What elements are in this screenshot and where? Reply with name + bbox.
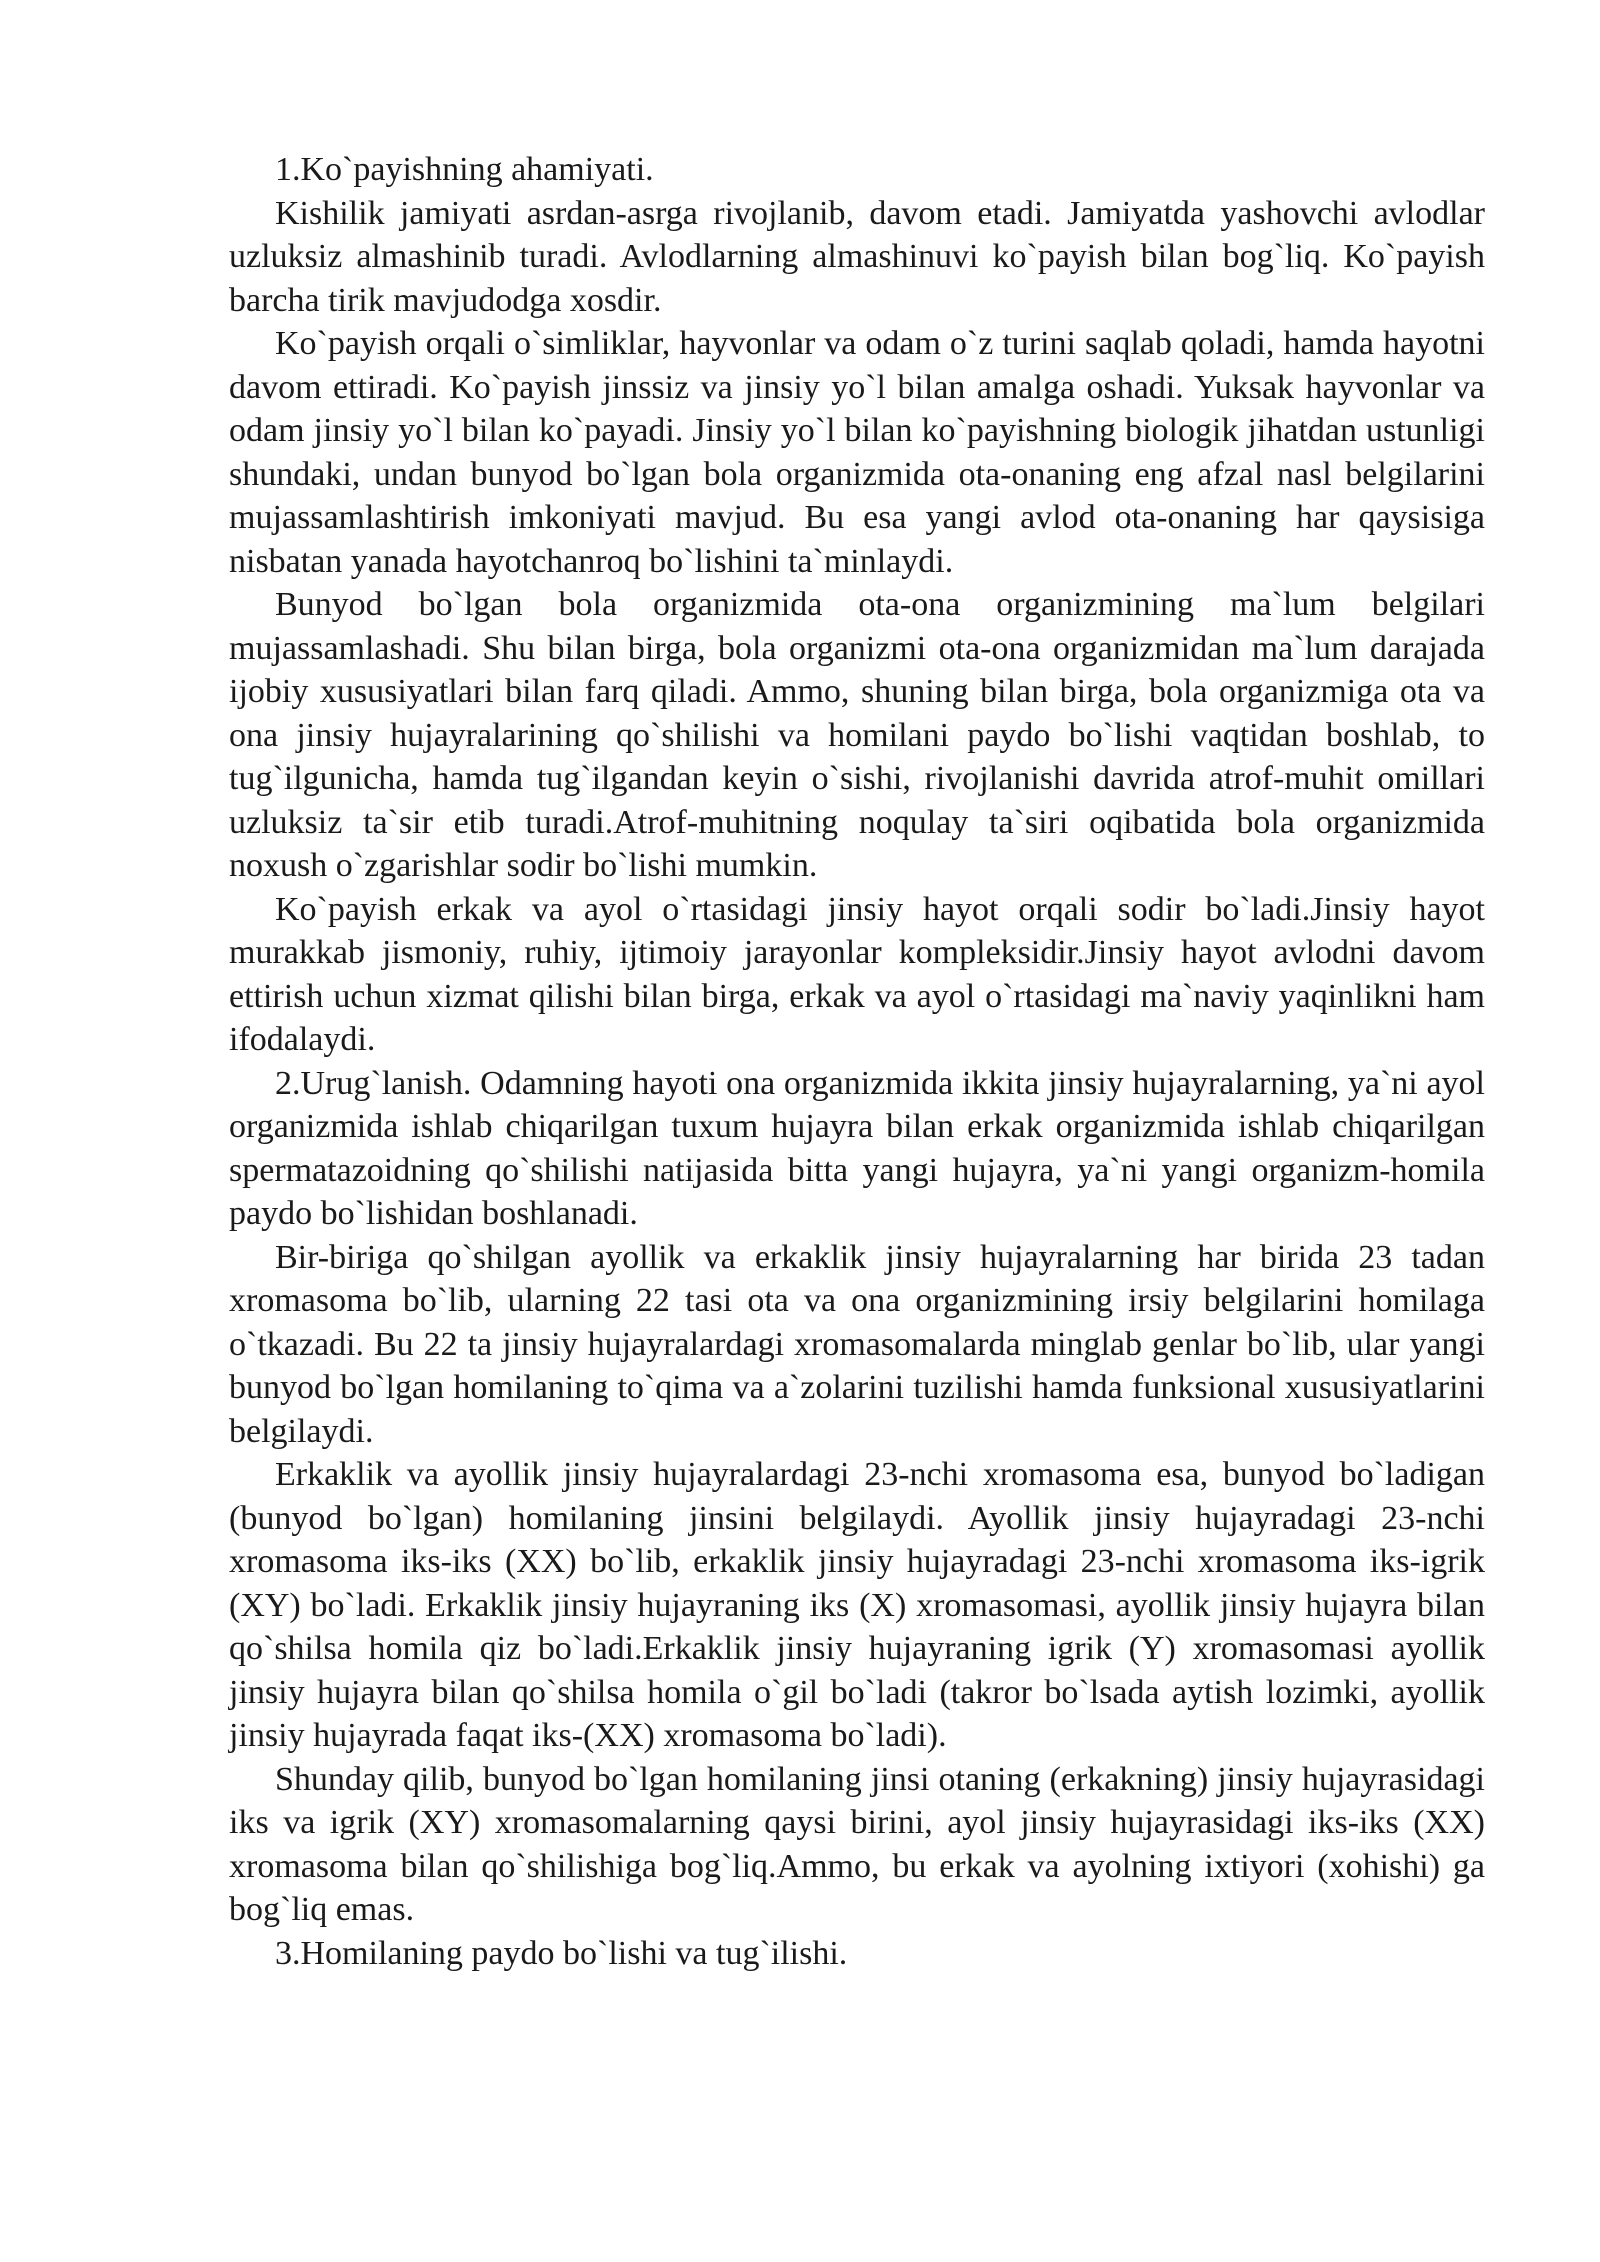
- section-heading-reproduction-importance: 1.Ko`payishning ahamiyati.: [275, 151, 654, 188]
- paragraph: Kishilik jamiyati asrdan-asrga rivojlanib, davom etadi. Jamiyatda yashovchi avlodlar uzluksiz almashinib turadi. Avlodlarning almashinuvi ko`payish bilan bog`liq. Ko`payish barcha tirik mavjudodga xosdir.: [229, 194, 1485, 319]
- paragraph-fertilization: 2.Urug`lanish. Odamning hayoti ona organizmida ikkita jinsiy hujayralarning, ya`ni ayol organizmida ishlab chiqarilgan tuxum hujayra bilan erkak organizmida ishlab chiqarilgan spermatazoidning qo`shilishi natijasida bitta yangi hujayra, ya`ni yangi organizm-homila paydo bo`lishidan boshlanadi.: [229, 1064, 1485, 1232]
- document-body: [229, 148, 1485, 1975]
- paragraph: Ko`payish orqali o`simliklar, hayvonlar va odam o`z turini saqlab qoladi, hamda hayotni davom ettiradi. Ko`payish jinssiz va jinsiy yo`l bilan amalga oshadi. Yuksak hayvonlar va odam jinsiy yo`l bilan ko`payadi. Jinsiy yo`l bilan ko`payishning biologik jihatdan ustunligi shundaki, undan bunyod bo`lgan bola organizmida ota-onaning eng afzal nasl belgilarini mujassamlashtirish imkoniyati mavjud. Bu esa yangi avlod ota-onaning har qaysisiga nisbatan yanada hayotchanroq bo`lishini ta`minlaydi.: [229, 325, 1485, 580]
- paragraph: Shunday qilib, bunyod bo`lgan homilaning jinsi otaning (erkakning) jinsiy hujayrasidagi iks va igrik (XY) xromasomalarning qaysi birini, ayol jinsiy hujayrasidagi iks-iks (XX) xromasoma bilan qo`shilishiga bog`liq.Ammo, bu erkak va ayolning ixtiyori (xohishi) ga bog`liq emas.: [229, 1760, 1485, 1928]
- paragraph: Bir-biriga qo`shilgan ayollik va erkaklik jinsiy hujayralarning har birida 23 tadan xromasoma bo`lib, ularning 22 tasi ota va ona organizmining irsiy belgilarini homilaga o`tkazadi. Bu 22 ta jinsiy hujayralardagi xromasomalarda minglab genlar bo`lib, ular yangi bunyod bo`lgan homilaning to`qima va a`zolarini tuzilishi hamda funksional xususiyatlarini belgilaydi.: [229, 1238, 1485, 1450]
- paragraph: Bunyod bo`lgan bola organizmida ota-ona organizmining ma`lum belgilari mujassamlashadi. Shu bilan birga, bola organizmi ota-ona organizmidan ma`lum darajada ijobiy xususiyatlari bilan farq qiladi. Ammo, shuning bilan birga, bola organizmiga ota va ona jinsiy hujayralarining qo`shilishi va homilani paydo bo`lishi vaqtidan boshlab, to tug`ilgunicha, hamda tug`ilgandan keyin o`sishi, rivojlanishi davrida atrof-muhit omillari uzluksiz ta`sir etib turadi.Atrof-muhitning noqulay ta`siri oqibatida bola organizmida noxush o`zgarishlar sodir bo`lishi mumkin.: [229, 586, 1485, 884]
- section-heading-embryo-birth: 3.Homilaning paydo bo`lishi va tug`ilishi.: [275, 1934, 848, 1972]
- paragraph: Erkaklik va ayollik jinsiy hujayralardagi 23-nchi xromasoma esa, bunyod bo`ladigan (bunyod bo`lgan) homilaning jinsini belgilaydi. Ayollik jinsiy hujayradagi 23-nchi xromasoma iks-iks (XX) bo`lib, erkaklik jinsiy hujayradagi 23-nchi xromasoma iks-igrik (XY) bo`ladi. Erkaklik jinsiy hujayraning iks (X) xromasomasi, ayollik jinsiy hujayra bilan qo`shilsa homila qiz bo`ladi.Erkaklik jinsiy hujayraning igrik (Y) xromasomasi ayollik jinsiy hujayra bilan qo`shilsa homila o`gil bo`ladi (takror bo`lsada aytish lozimki, ayollik jinsiy hujayrada faqat iks-(XX) xromasoma bo`ladi).: [229, 1456, 1485, 1754]
- paragraph: Ko`payish erkak va ayol o`rtasidagi jinsiy hayot orqali sodir bo`ladi.Jinsiy hayot murakkab jismoniy, ruhiy, ijtimoiy jarayonlar kompleksidir.Jinsiy hayot avlodni davom ettirish uchun xizmat qilishi bilan birga, erkak va ayol o`rtasidagi ma`naviy yaqinlikni ham ifodalaydi.: [229, 890, 1485, 1058]
